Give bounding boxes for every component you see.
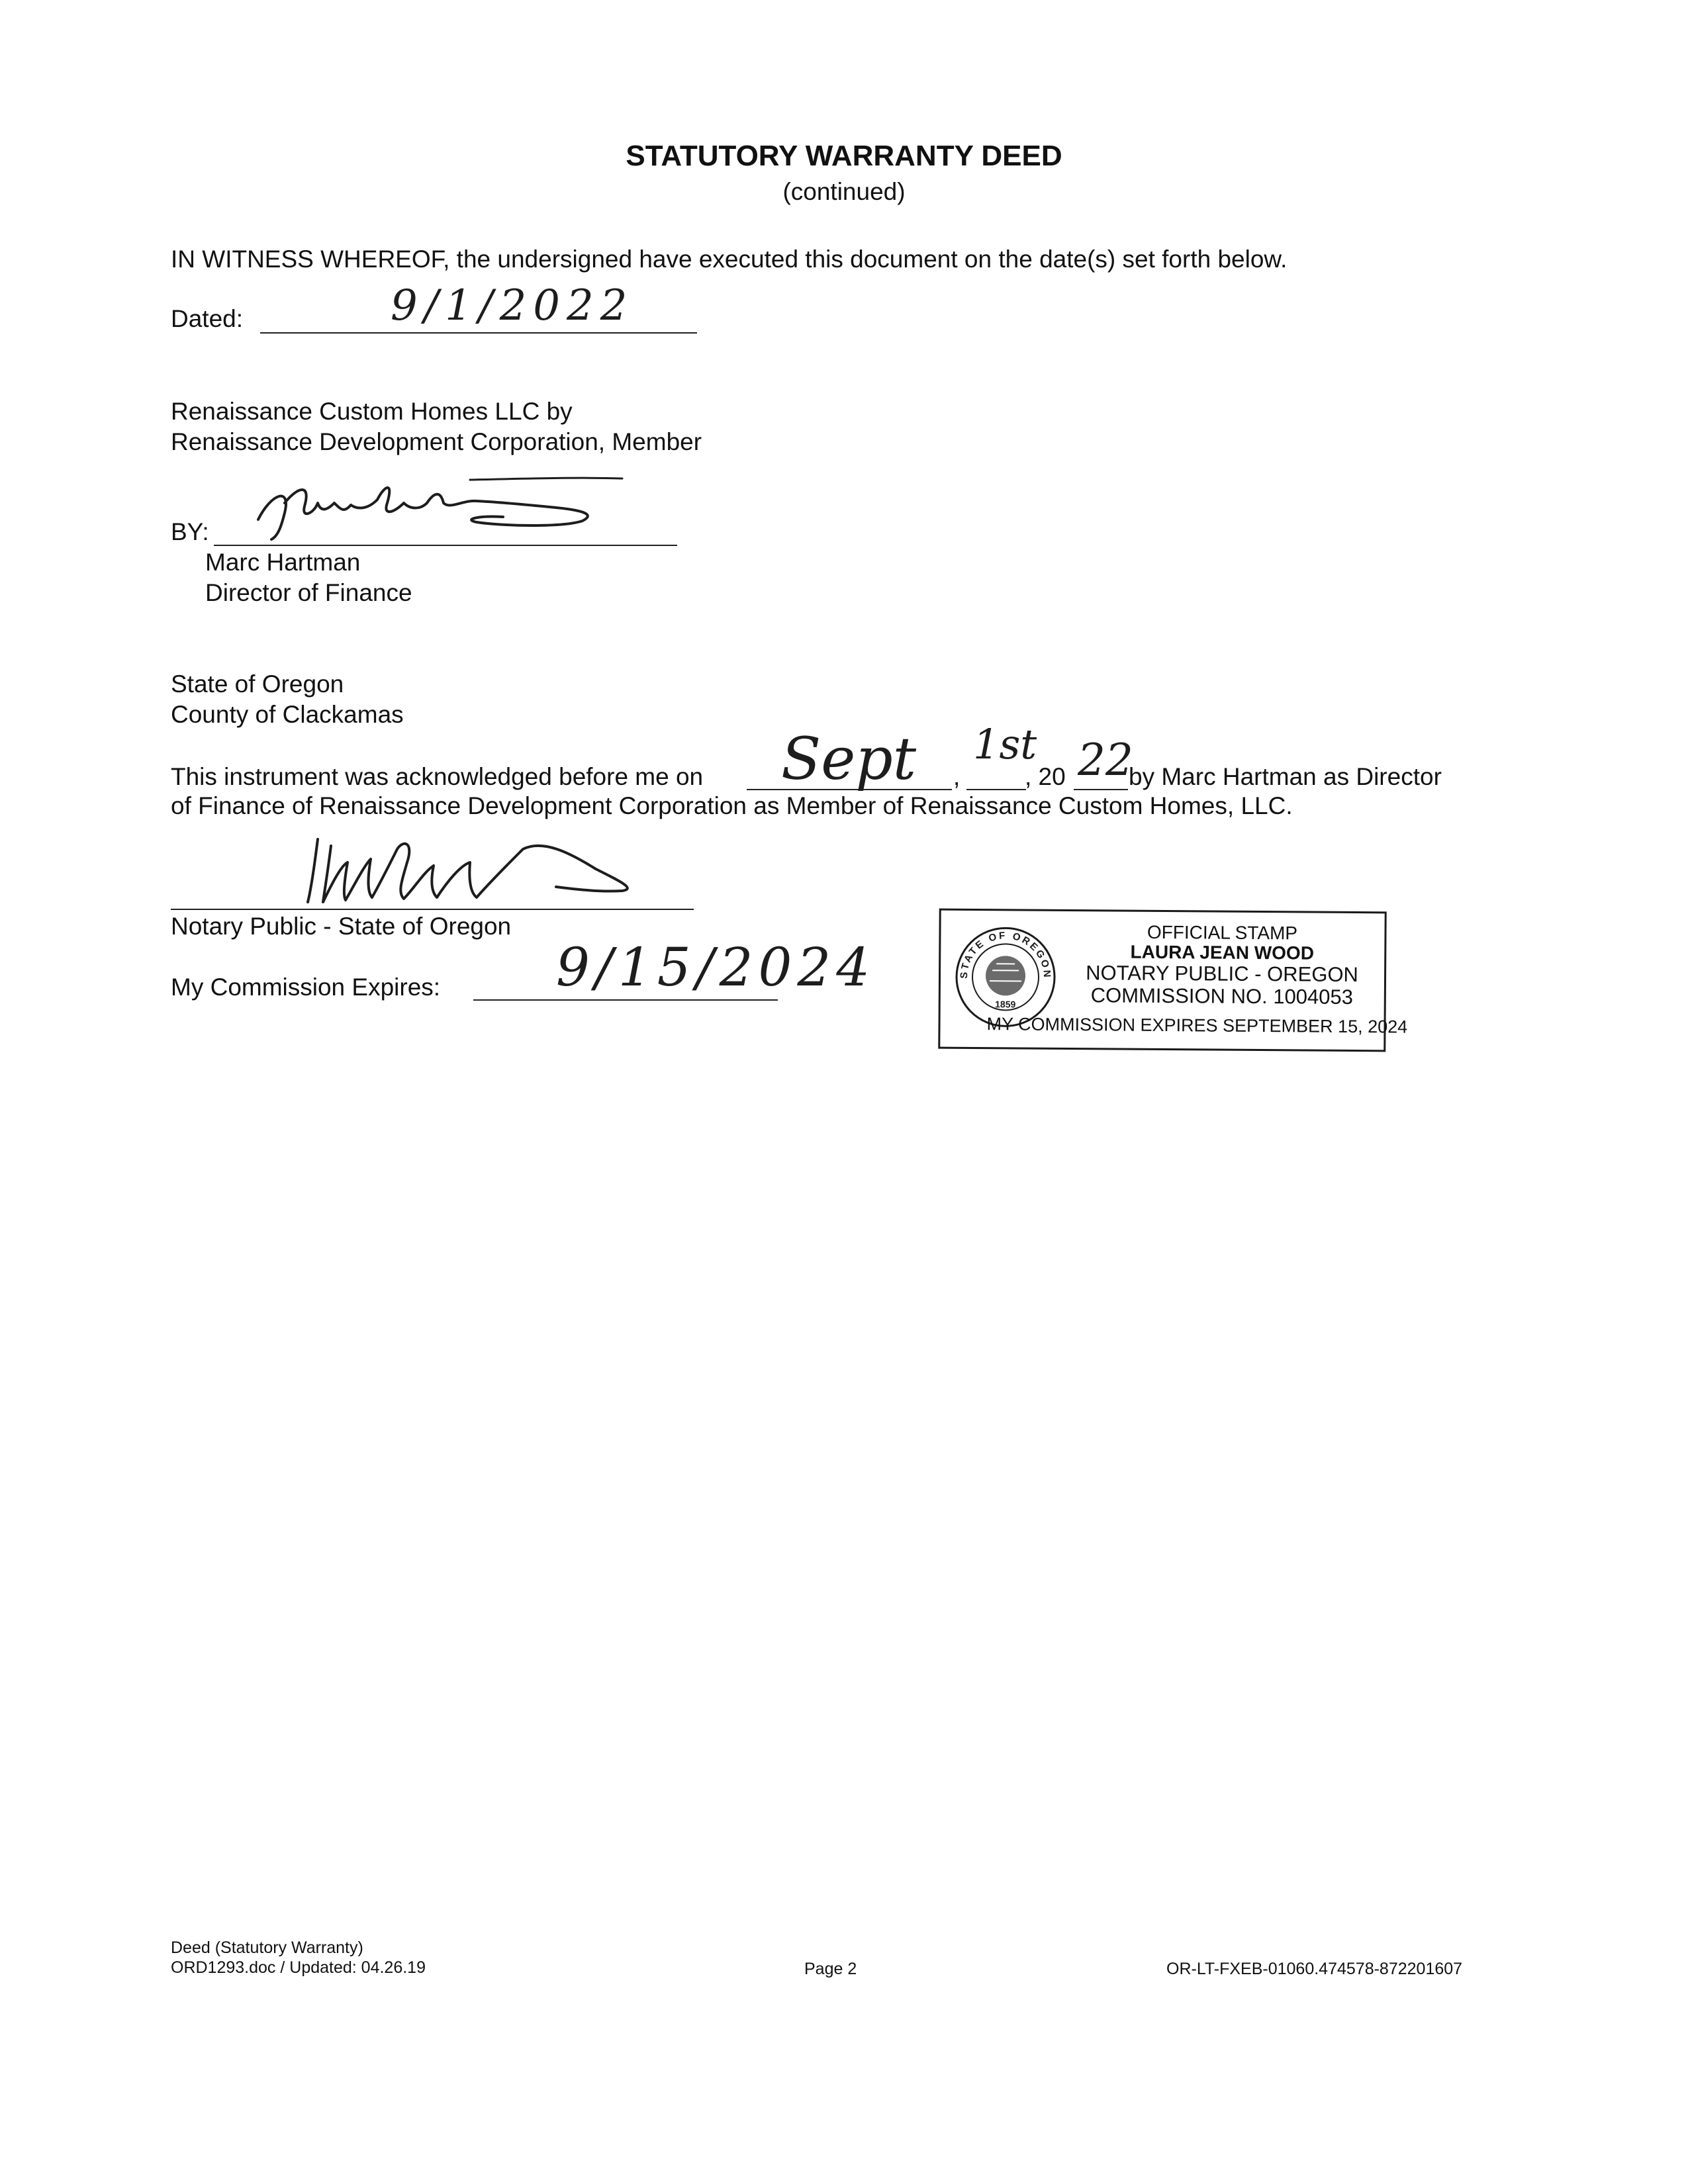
official-notary-stamp: [938, 909, 1408, 1052]
stamp-line-5: MY COMMISSION EXPIRES SEPTEMBER 15, 2024: [986, 1014, 1408, 1037]
footer-doc-type: Deed (Statutory Warranty): [171, 1938, 363, 1957]
footer-doc-ref: ORD1293.doc / Updated: 04.26.19: [171, 1958, 426, 1977]
notary-signature: [291, 826, 735, 912]
stamp-line-2: LAURA JEAN WOOD: [1130, 941, 1315, 964]
dated-label: Dated:: [171, 305, 244, 332]
stamp-line-4: COMMISSION NO. 1004053: [1090, 983, 1354, 1009]
ack-day-handwritten: 1st: [973, 720, 1037, 768]
by-label: BY:: [171, 518, 209, 545]
ack-comma: ,: [953, 763, 961, 790]
signer-title: Director of Finance: [205, 579, 412, 606]
grantor-signature: [252, 473, 649, 546]
acknowledgment-prefix: This instrument was acknowledged before me on: [171, 763, 704, 790]
ack-suffix: by Marc Hartman as Director: [1129, 763, 1442, 790]
dated-line: [260, 332, 697, 334]
witness-statement: IN WITNESS WHEREOF, the undersigned have executed this document on the date(s) set forth below.: [171, 246, 1288, 273]
venue-state: State of Oregon: [171, 670, 344, 698]
seal-year: 1859: [995, 999, 1016, 1010]
commission-label: My Commission Expires:: [171, 974, 441, 1001]
footer-file-id: OR-LT-FXEB-01060.474578-872201607: [1166, 1960, 1463, 1978]
notary-signature-line: [171, 909, 694, 910]
signer-name: Marc Hartman: [205, 549, 361, 576]
ack-year-prefix: , 20: [1025, 763, 1066, 790]
document-title: STATUTORY WARRANTY DEED: [626, 140, 1062, 172]
commission-line: [473, 999, 778, 1001]
seal-arc-text: STATE OF OREGON: [958, 930, 1053, 980]
notary-title-line: Notary Public - State of Oregon: [171, 913, 512, 940]
stamp-line-3: NOTARY PUBLIC - OREGON: [1086, 961, 1359, 987]
dated-handwritten-value: 9/1/2022: [391, 281, 634, 330]
venue-county: County of Clackamas: [171, 701, 404, 728]
commission-handwritten-value: 9/15/2024: [556, 936, 876, 998]
stamp-line-1: OFFICIAL STAMP: [1147, 921, 1298, 944]
footer-page-number: Page 2: [804, 1960, 857, 1978]
grantor-line-2: Renaissance Development Corporation, Member: [171, 428, 702, 455]
ack-day-line: [966, 789, 1026, 790]
ack-month-handwritten: Sept: [781, 725, 917, 793]
acknowledgment-line-2: of Finance of Renaissance Development Corporation as Member of Renaissance Custom Homes, LLC.: [171, 792, 1293, 819]
document-subtitle: (continued): [782, 178, 906, 205]
ack-year-handwritten: 22: [1078, 735, 1133, 786]
ack-year-line: [1074, 789, 1128, 790]
grantor-line-1: Renaissance Custom Homes LLC by: [171, 398, 573, 425]
